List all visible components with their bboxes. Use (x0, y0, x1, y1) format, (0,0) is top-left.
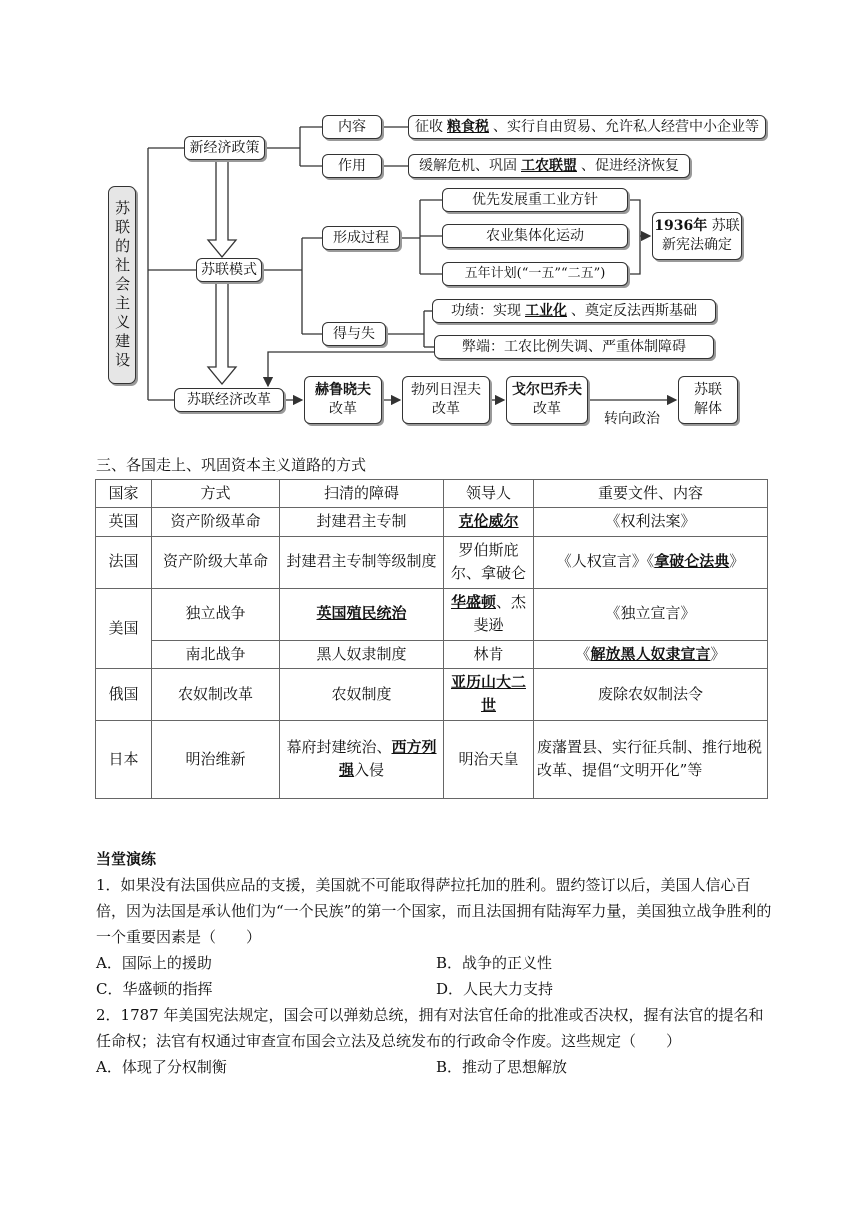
nep-label: 新经济政策 (189, 139, 260, 156)
flaw-label: 弊端：工农比例失调、严重体制障碍 (462, 338, 686, 355)
obstacle-key: 西方列强 (338, 738, 437, 780)
q1-options-row-2 (96, 976, 776, 1002)
cell-leader: 克伦威尔 (444, 508, 534, 536)
table-row (96, 536, 768, 588)
cell-leader: 明治天皇 (444, 720, 534, 798)
root-box (108, 186, 136, 384)
table-row (96, 588, 768, 640)
mind-map-diagram (0, 0, 860, 440)
question-1: 1．如果没有法国供应品的支援，美国就不可能取得萨拉托加的胜利。盟约签订以后，美国人信心百倍，因为法国是承认他们为“一个民族”的第一个国家，而且法国拥有陆海军力量，美国独立战争胜利的一个重要因素是（ ） (96, 876, 772, 946)
q2-option-b[interactable]: B．推动了思想解放 (436, 1058, 568, 1076)
nep-content-post: 、实行自由贸易、允许私人经营中小企业等 (493, 118, 759, 135)
cell-obstacle: 黑人奴隶制度 (280, 640, 444, 668)
merit-pre: 功绩：实现 (451, 302, 521, 319)
leader-key: 华盛顿 (450, 592, 496, 611)
turn-politics-label: 转向政治 (604, 411, 660, 427)
table-row (96, 720, 768, 798)
practice-heading: 当堂演练 (96, 850, 157, 868)
obstacle-post: 入侵 (354, 761, 385, 780)
nep-content-pre: 征收 (415, 118, 443, 135)
q2-options-row-1 (96, 1054, 776, 1080)
merit-key: 工业化 (525, 302, 567, 319)
nep-effect-pre: 缓解危机、巩固 (419, 157, 517, 174)
cell-obstacle: 封建君主专制 (280, 508, 444, 536)
question-2: 2．1787 年美国宪法规定，国会可以弹劾总统，拥有对法官任命的批准或否决权，握有法官的提名和任命权；法官有权通过审查宣布国会立法及总统发布的行政命令作废。这些规定（ ） (96, 1006, 764, 1050)
nep-effect-box (322, 154, 382, 178)
khrushchev-suffix: 改革 (329, 401, 357, 417)
nep-box (184, 136, 265, 160)
cell-leader: 林肯 (444, 640, 534, 668)
gorbachev-name: 戈尔巴乔夫 (512, 382, 582, 399)
cell-document: 废除农奴制法令 (534, 668, 768, 720)
khrushchev-name: 赫鲁晓夫 (315, 382, 371, 399)
dissolution-line1: 苏联 (694, 382, 722, 399)
nep-effect-key: 工农联盟 (521, 157, 577, 174)
q1-option-c[interactable]: C．华盛顿的指挥 (96, 980, 213, 998)
doc-post: 》 (710, 644, 726, 663)
q1-option-a[interactable]: A．国际上的援助 (96, 954, 212, 972)
constitution-text-1: 苏联 (711, 218, 740, 235)
doc-post: 》 (729, 552, 745, 571)
doc-key: 拿破仑法典 (654, 552, 730, 571)
header-leader: 领导人 (444, 480, 534, 508)
cell-document: 《权利法案》 (534, 508, 768, 536)
doc-pre: 《 (575, 644, 591, 663)
merit-post: 、奠定反法西斯基础 (571, 302, 697, 319)
formation-label: 形成过程 (333, 229, 389, 246)
cell-method: 明治维新 (152, 720, 280, 798)
cell-obstacle (280, 720, 444, 798)
table-row (96, 508, 768, 536)
q2-option-a[interactable]: A．体现了分权制衡 (96, 1058, 227, 1076)
header-document: 重要文件、内容 (534, 480, 768, 508)
brezhnev-suffix: 改革 (432, 401, 460, 417)
cell-document (534, 536, 768, 588)
formation-item-1-label: 优先发展重工业方针 (472, 191, 598, 208)
nep-effect-detail (408, 154, 690, 178)
cell-country: 英国 (96, 508, 152, 536)
nep-effect-post: 、促进经济恢复 (581, 157, 679, 174)
cell-leader: 亚历山大二世 (444, 668, 534, 720)
cell-method: 独立战争 (152, 588, 280, 640)
merit-box (432, 299, 716, 323)
obstacle-pre: 幕府封建统治、 (286, 738, 392, 756)
gorbachev-box (506, 376, 588, 424)
model-label: 苏联模式 (201, 261, 257, 278)
cell-country: 日本 (96, 720, 152, 798)
cell-country: 俄国 (96, 668, 152, 720)
dissolution-line2: 解体 (694, 401, 722, 417)
gains-label: 得与失 (333, 325, 375, 342)
cell-method: 资产阶级革命 (152, 508, 280, 536)
cell-document (534, 640, 768, 668)
constitution-box (652, 212, 742, 260)
cell-method: 农奴制改革 (152, 668, 280, 720)
dissolution-box (678, 376, 738, 424)
cell-obstacle: 封建君主专制等级制度 (280, 536, 444, 588)
q1-options-row-1 (96, 950, 776, 976)
doc-pre: 《人权宣言》《 (556, 552, 655, 571)
practice-section (96, 846, 776, 1080)
reform-label: 苏联经济改革 (187, 391, 271, 408)
constitution-year: 1936年 (654, 218, 708, 235)
cell-leader (444, 588, 534, 640)
cell-country: 美国 (96, 588, 152, 668)
formation-item-3-label: 五年计划(“一五”“二五”) (464, 266, 606, 282)
formation-item-3 (442, 262, 628, 286)
capitalism-table (95, 479, 768, 799)
nep-content-label: 内容 (338, 118, 366, 135)
cell-obstacle: 农奴制度 (280, 668, 444, 720)
table-row (96, 668, 768, 720)
header-country: 国家 (96, 480, 152, 508)
cell-obstacle: 英国殖民统治 (280, 588, 444, 640)
table-row (96, 640, 768, 668)
gains-box (322, 322, 386, 346)
cell-leader: 罗伯斯庇尔、拿破仑 (444, 536, 534, 588)
cell-document: 废藩置县、实行征兵制、推行地税改革、提倡“文明开化”等 (534, 720, 768, 798)
nep-content-key: 粮食税 (447, 118, 489, 135)
nep-content-box (322, 115, 382, 139)
flaw-box (434, 335, 714, 359)
model-box (196, 258, 262, 282)
section-3-title: 三、各国走上、巩固资本主义道路的方式 (96, 456, 367, 474)
khrushchev-box (304, 376, 382, 424)
constitution-text-2: 新宪法确定 (662, 237, 732, 253)
reform-box (174, 388, 284, 412)
nep-content-detail (408, 115, 766, 139)
brezhnev-box (402, 376, 490, 424)
root-label: 苏联的社会主义建设 (113, 199, 132, 371)
brezhnev-name: 勃列日涅夫 (411, 382, 481, 399)
formation-item-1 (442, 188, 628, 212)
doc-key: 解放黑人奴隶宣言 (590, 644, 711, 663)
header-obstacle: 扫清的障碍 (280, 480, 444, 508)
cell-country: 法国 (96, 536, 152, 588)
q1-option-b[interactable]: B．战争的正义性 (436, 954, 553, 972)
cell-method: 南北战争 (152, 640, 280, 668)
header-method: 方式 (152, 480, 280, 508)
formation-item-2-label: 农业集体化运动 (486, 227, 584, 244)
q1-option-d[interactable]: D．人民大力支持 (436, 980, 554, 998)
table-header-row (96, 480, 768, 508)
leader-post: 、杰斐逊 (473, 592, 527, 634)
cell-document: 《独立宣言》 (534, 588, 768, 640)
formation-box (322, 226, 400, 250)
formation-item-2 (442, 224, 628, 248)
gorbachev-suffix: 改革 (533, 401, 561, 417)
cell-method: 资产阶级大革命 (152, 536, 280, 588)
nep-effect-label: 作用 (338, 157, 366, 174)
